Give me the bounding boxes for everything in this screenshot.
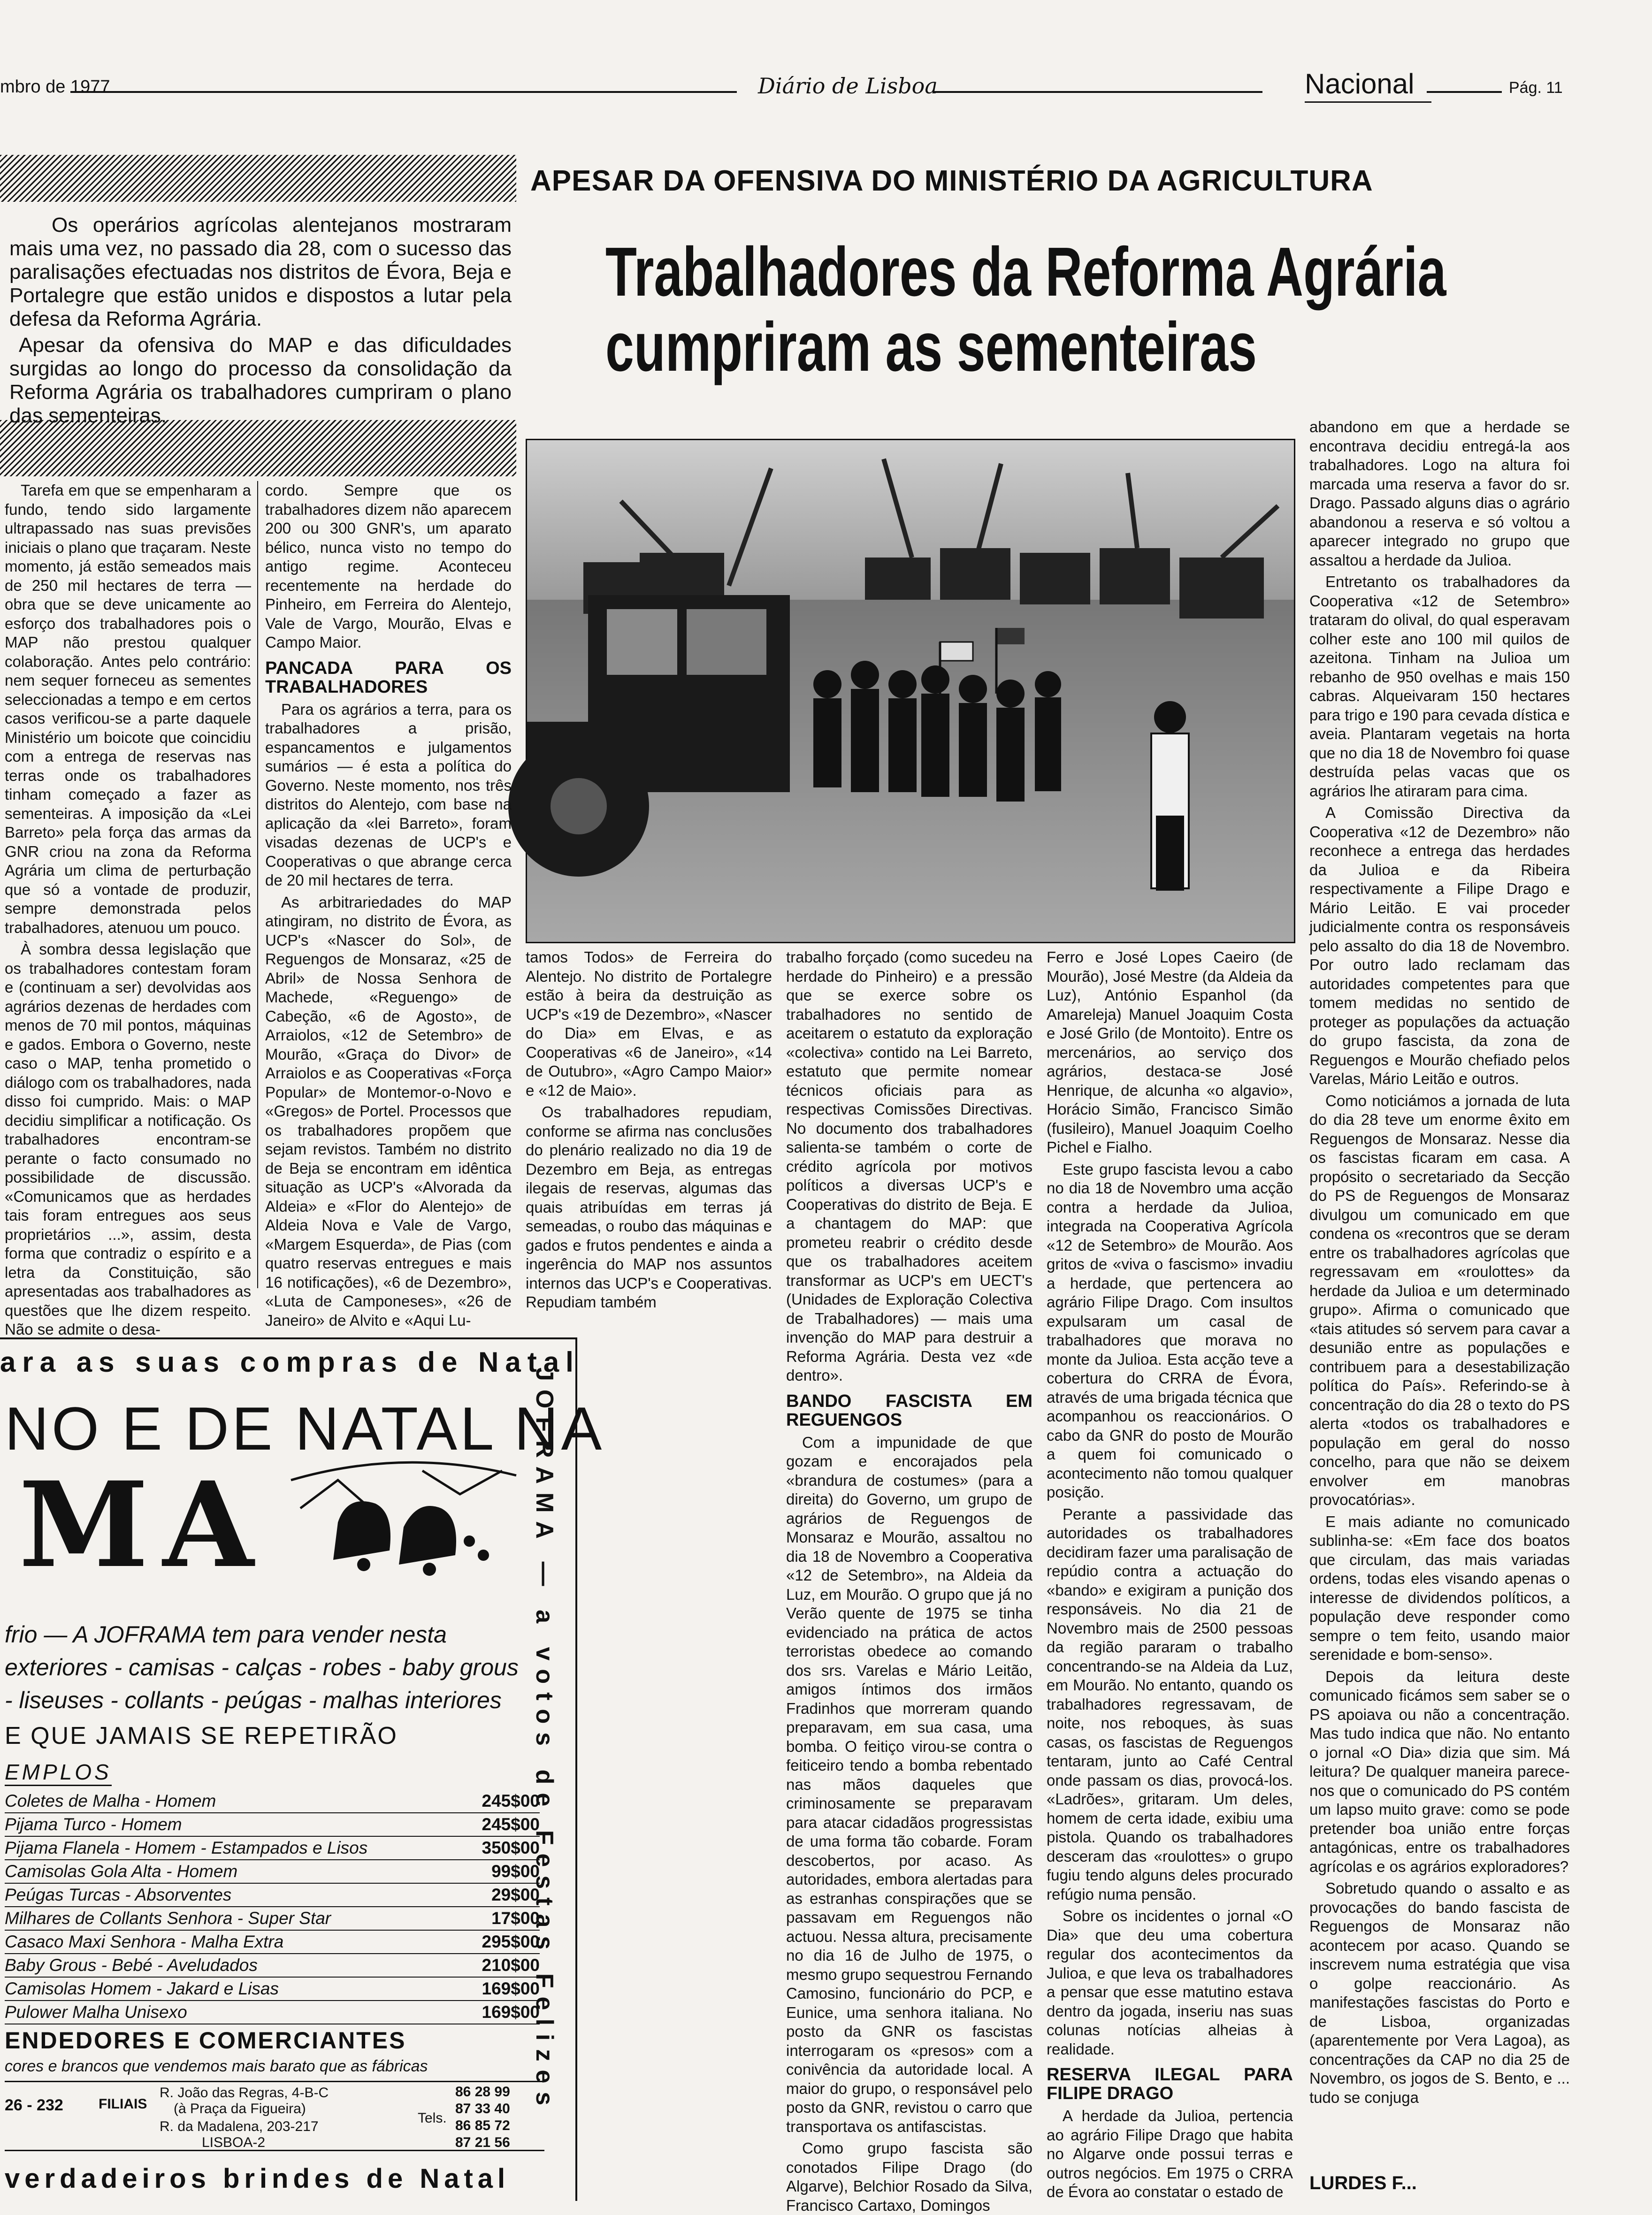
newspaper-name: Diário de Lisboa [758,73,938,99]
column-1-paragraph-1: Tarefa em que se empenharam a fundo, tendo sido largamente ultrapassado nas suas previsões iniciais o plano que traçaram. Neste momento, já estão semeados mais de 250 mil hectares de terra — obra que se deve unicamente ao esforço dos trabalhadores pois o MAP não prestou qualquer colaboração. Antes pelo contrário: nem sequer forneceu as sementes seleccionadas a tempo e em certos casos verificou-se a parte daquele Ministério um boicote que coincidiu com a entrega de reservas nas terras onde os trabalhadores tinham começado a fazer as sementeiras. A imposição da «Lei Barreto» pela força das armas da GNR criou na zona da Reforma Agrária um clima de perturbação que só a vontade de produzir, sempre demonstrada pelos trabalhadores, atenuou um pouco. [5,481,251,936]
column-5-paragraph-1: Ferro e José Lopes Caeiro (de Mourão), José Mestre (da Aldeia da Luz), António Espanhol (da Amareleja) Manuel Joaquim Costa e José Grilo (de Montoito). Entre os mercenários, ao serviço dos agrários, destaca-se José Henrique, de alcunha «o algavio», Horácio Simão, Francisco Simão (fusileiro), Manuel Joaquim Coelho Pichel e Fialho. [1047,948,1293,1156]
column-5-paragraph-3: Perante a passividade das autoridades os trabalhadores decidiram fazer uma paralisação de repúdio contra a actuação do «bando» e exigiram a punição dos responsáveis. No dia 21 de Novembro mais de 2500 pessoas da região pararam o trabalho concentrando-se na Aldeia da Luz, em Mourão. No entanto, quando os trabalhadores regressavam, de noite, nos reboques, às suas casas, os fascistas de Reguengos tentaram, junto ao Café Central onde passam os dias, provocá-los. «Ladrões», gritaram. Um deles, homem de certa idade, exibiu uma pistola. Quando os trabalhadores desceram das «roulottes» o grupo fugiu tendo alguns deles procurado refúgio numa pensão. [1047,1505,1293,1903]
column-6-paragraph-4: Como noticiámos a jornada de luta do dia 28 teve um enorme êxito em Reguengos de Monsaraz. Nesse dia os fascistas ficaram em casa. A propósito o secretariado da Secção do PS de Reguengos de Monsaraz divulgou um comunicado em que condena os «recontros que se deram entre os trabalhadores agrícolas que regressavam em «roulottes» da herdade da Julioa e um determinado grupo». Afirma o comunicado que «tais atitudes só servem para cavar a desunião entre as populações e contribuem para a desestabilização política do País». Referindo-se à concentração do dia 28 o texto do PS alerta «todos os trabalhadores e população em geral do nosso concelho, para que não se deixem envolver em manobras provocatórias». [1309,1092,1570,1508]
column-2-paragraph-2: Para os agrários a terra, para os trabalhadores a prisão, espancamentos e julgamentos sumários — é esta a política do Governo. Neste momento, nos três distritos do Alentejo, com base na aplicação da «lei Barreto», foram visadas dezenas de UCP's e Cooperativas o que abrange cerca de 20 mil hectares de terra. [265,700,512,889]
ad-tels-label: Tels. [418,2110,447,2126]
column-6-paragraph-2: Entretanto os trabalhadores da Cooperativa «12 de Setembro» trataram do olival, do qual esperavam colher este ano 100 mil quilos de azeitona. Tinham na Julioa um rebanho de 950 ovelhas e mais 150 cabras. Alqueivaram 150 hectares para trigo e 190 para cevada dística e aveia. Plantaram vegetais na horta que no dia 18 de Novembro foi quase destruída pelas vacas que os agrários lhe atiraram para cima. [1309,573,1570,800]
price-item-name: Peúgas Turcas - Absorventes [5,1885,232,1904]
column-6-paragraph-7: Sobretudo quando o assalto e as provocações do bando fascista de Reguengos de Monsaraz não acontecem por acaso. Quando se inscrevem numa estratégia que visa o golpe reaccionário. As manifestações fascistas do Porto e de Lisboa, organizadas (aparentemente por Vera Lagoa), as concentrações da CAP no dia 25 de Novembro, os jogos de S. Bento, e ... tudo se conjuga [1309,1879,1570,2106]
headline-line-1: Trabalhadores da Reforma Agrária [605,233,1446,311]
ad-tel-3: 86 85 72 [455,2118,510,2133]
lead-paragraph-1: Os operários agrícolas alentejanos mostraram mais uma vez, no passado dia 28, com o sucesso das paralisações efectuadas nos distritos de Évora, Beja e Portalegre que estão unidos e dispostos a lutar pela defesa da Reforma Agrária. [9,214,512,330]
price-row [5,1860,540,1884]
header-rule-far [1427,91,1502,93]
price-item-value: 169$00 [482,1979,540,1998]
price-item-value: 99$00 [491,1862,540,1881]
column-6-paragraph-3: A Comissão Directiva da Cooperativa «12 de Dezembro» não reconhece a entrega das herdades da Julioa e da Ribeira respectivamente a Filipe Drago e Mário Leitão. E vai proceder judicialmente contra os responsáveis pelo assalto do dia 18 de Novembro. Por outro lado reclamam das autoridades competentes para que tomem medidas no sentido de proteger as populações da actuação do grupo fascista, da zona de Reguengos e Mourão chefiado pelos Varelas, Mário Leitão e outros. [1309,804,1570,1087]
price-item-name: Casaco Maxi Senhora - Malha Extra [5,1932,284,1951]
price-row [5,1837,540,1860]
ad-text-4: E QUE JAMAIS SE REPETIRÃO [5,1722,398,1749]
price-item-value: 245$00 [482,1791,540,1810]
price-item-name: Baby Grous - Bebé - Aveludados [5,1955,258,1975]
christmas-bells-icon [282,1452,526,1602]
column-5-paragraph-4: Sobre os incidentes o jornal «O Dia» que deu uma cobertura regular dos acontecimentos da Julioa, e que leva os trabalhadores a pensar que esse matutino estava dentro da jogada, inseriu nas suas colunas notícias alheias à realidade. [1047,1907,1293,2058]
price-row [5,1884,540,1907]
column-1 [5,481,251,1338]
ad-text-2: exteriores - camisas - calças - robes - baby grous [5,1654,519,1680]
price-row [5,1954,540,1978]
column-6-paragraph-5: E mais adiante no comunicado sublinha-se: «Em face dos boatos que circulam, das mais variadas ordens, todas eles visando apenas o interesse de dividendos políticos, a população deve responder como sempre o tem feito, usando maior serenidade e bom-senso». [1309,1512,1570,1663]
byline: LURDES F... [1309,2173,1417,2193]
ad-bottom-line: verdadeiros brindes de Natal [5,2163,510,2194]
column-1-paragraph-2: À sombra dessa legislação que os trabalhadores contestam foram e (continuam a ser) devolvidas aos agrários dezenas de herdades com menos de 70 mil pontos, máquinas e gados. Embora o Governo, neste caso o MAP, tenha prometido o diálogo com os trabalhadores, nada disso foi cumprido. Mais: o MAP decidiu simplificar a notificação. Os trabalhadores encontram-se perante o facto consumado no possibilidade de discussão. «Comunicamos que as herdades tais foram entregues aos seus proprietários ...», assim, desta forma que contradiz o espírito e a letra da Constituição, são apresentadas aos trabalhadores as questões que lhe dizem respeito. Não se admite o desa- [5,940,251,1338]
price-list [5,1790,540,2024]
price-item-name: Pijama Flanela - Homem - Estampados e Lisos [5,1838,368,1857]
subheading-bando: BANDO FASCISTA EM REGUENGOS [786,1391,1032,1430]
ad-vendors-sub: cores e brancos que vendemos mais barato que as fábricas [5,2057,428,2075]
ad-banner: NO E DE NATAL NA [5,1394,605,1463]
column-5-paragraph-5: A herdade da Julioa, pertencia ao agrário Filipe Drago que habita no Algarve onde possui terras e outros negócios. Em 1975 o CRRA de Évora ao constatar o estado de [1047,2107,1293,2200]
issue-date: mbro de 1977 [0,77,110,97]
column-3-paragraph-2: Os trabalhadores repudiam, conforme se afirma nas conclusões do plenário realizado no dia 19 de Dezembro em Beja, as entregas ilegais de reservas, algumas das quais atribuídas em terras já semeadas, o roubo das máquinas e gados e frutos pendentes e ainda a ingerência do MAP nos assuntos internos das UCP's e Cooperativas. Repudiam também [526,1103,772,1311]
ad-side-slogan: JOFRAMA — a votos de Festas Felizes [531,1367,558,2114]
ad-top-line: ara as suas compras de Natal [0,1346,580,1378]
column-6-paragraph-6: Depois da leitura deste comunicado ficámos sem saber se o PS apoiava ou não a concentração. Mas tudo indica que não. No entanto o jornal «O Dia» dizia que sim. Má leitura? De qualquer maneira parece-nos que o comunicado do PS contém um lapso muito grave: como se pode pretender boa união entre forças antagónicas, entre os trabalhadores agrícolas e os agrários exploradores? [1309,1667,1570,1875]
hatch-band-top [0,155,516,202]
headline-line-2: cumpriram as sementeiras [605,308,1257,386]
subheading-reserva: RESERVA ILEGAL PARA FILIPE DRAGO [1047,2065,1293,2103]
price-row [5,1907,540,1931]
price-item-value: 295$00 [482,1932,540,1951]
ad-address-2: R. da Madalena, 203-217 [160,2119,319,2134]
price-row [5,1790,540,1813]
column-4-paragraph-1: trabalho forçado (como sucedeu na herdade do Pinheiro) e a pressão que se exerce sobre os trabalhadores no sentido de aceitarem o estatuto da exploração «colectiva» contido na Lei Barreto, estatuto que permite nomear técnicos oficiais para as respectivas Comissões Directivas. No documento dos trabalhadores salienta-se também o corte de crédito agrícola por motivos políticos a diversas UCP's e Cooperativas do distrito de Beja. E a chantagem do MAP: que prometeu reabrir o crédito desde que os trabalhadores aceitem transformar as UCP's em UECT's (Unidades de Exploração Colectiva de Trabalhadores) — mais uma invenção do MAP para destruir a Reforma Agrária. Desta vez «de dentro». [786,948,1032,1384]
price-item-name: Camisolas Gola Alta - Homem [5,1862,238,1881]
ad-tel-1: 86 28 99 [455,2084,510,2100]
column-4-paragraph-3: Como grupo fascista são conotados Filipe Drago (do Algarve), Belchior Rosado da Silva, Francisco Cartaxo, Domingos [786,2139,1032,2214]
price-row [5,1931,540,1954]
article-photo [526,439,1295,943]
column-6 [1309,418,1570,2168]
page-number: Pág. 11 [1509,79,1563,97]
lead-paragraph-2: Apesar da ofensiva do MAP e das dificuldades surgidas ao longo do processo da consolidação da Reforma Agrária os trabalhadores cumpriram o plano das sementeiras. [9,334,512,427]
column-2-paragraph-1: cordo. Sempre que os trabalhadores dizem não aparecem 200 ou 300 GNR's, um aparato bélico, nunca visto no tempo do antigo regime. Aconteceu recentemente na herdade do Pinheiro, em Ferreira do Alentejo, Vale de Vargo, Mourão, Elvas e Campo Maior. [265,481,512,651]
header-rule-left [70,91,737,93]
price-item-value: 245$00 [482,1815,540,1834]
page-header [0,70,1652,108]
column-5 [1047,948,1293,2206]
price-item-value: 29$00 [491,1885,540,1904]
header-rule-right [934,91,1262,93]
column-4-paragraph-2: Com a impunidade de que gozam e encorajados pela «brandura de costumes» (para a direita) do Governo, um grupo de agrários de Reguengos de Monsaraz e Mourão, assaltou no dia 18 de Novembro a Cooperativa «12 de Setembro», na Aldeia da Luz, em Mourão. O grupo que já no Verão quente de 1975 se tinha evidenciado na prática de actos terroristas obedece ao comando dos srs. Varelas e Mário Leitão, amigos íntimos dos irmãos Fradinhos que morreram quando preparavam, em sua casa, uma bomba. O feitiço virou-se contra o feiticeiro tendo a bomba rebentado nas mãos daqueles que criminosamente se preparavam para atacar cidadãos progressistas de uma forma tão cobarde. Foram descobertos, por acaso. As autoridades, embora alertadas para as estranhas conspirações que se passavam em Reguengos não actuou. Nessa altura, precisamente no dia 16 de Julho de 1975, o mesmo grupo sequestrou Fernando Camosino, funcionário do PCP, e Eunice, uma senhora italiana. No posto da GNR os fascistas interrogaram os «presos» com a conivência da autoridade local. A maior do grupo, o responsável pelo posto da GNR, revistou o carro que transportava os antifascistas. [786,1433,1032,2135]
price-item-value: 350$00 [482,1838,540,1857]
price-row [5,2001,540,2024]
column-6-paragraph-1: abandono em que a herdade se encontrava decidiu entregá-la aos trabalhadores. Logo na altura foi marcada uma reserva a favor do sr. Drago. Passado alguns dias o agrário abandonou a reserva e só voltou a aparecer integrado no grupo que assaltou a herdade da Julioa. [1309,418,1570,569]
ad-tel-2: 87 33 40 [455,2101,510,2116]
ad-vendors: ENDEDORES E COMERCIANTES [5,2027,406,2054]
column-3 [526,948,772,1311]
ad-filiais-label: FILIAIS [99,2096,147,2112]
ad-text-1: frio — A JOFRAMA tem para vender nesta [5,1621,447,1648]
price-row [5,1813,540,1837]
column-2 [265,481,512,1329]
price-item-value: 17$00 [491,1909,540,1928]
article-kicker: APESAR DA OFENSIVA DO MINISTÉRIO DA AGRICULTURA [530,165,1373,197]
section-name: Nacional [1305,68,1415,99]
ad-address-number: 26 - 232 [5,2096,63,2114]
column-3-paragraph-1: tamos Todos» de Ferreira do Alentejo. No distrito de Portalegre estão à beira da destruição as UCP's «19 de Dezembro», «Nascer do Dia» em Elvas, e as Cooperativas «6 de Janeiro», «14 de Outubro», «Agro Campo Maior» e «12 de Maio». [526,948,772,1099]
joframa-advertisement [0,1337,605,2201]
price-item-name: Milhares de Collants Senhora - Super Star [5,1909,331,1928]
ad-address-block [5,2081,544,2151]
ad-address-2b: LISBOA-2 [202,2135,266,2150]
tractors-photo-illustration [527,440,1294,942]
price-item-name: Camisolas Homem - Jakard e Lisas [5,1979,279,1998]
price-item-value: 210$00 [482,1955,540,1975]
subheading-pancada: PANCADA PARA OS TRABALHADORES [265,658,512,697]
ad-address-1: R. João das Regras, 4-B-C [160,2085,329,2100]
price-item-name: Coletes de Malha - Homem [5,1791,216,1810]
ad-text-3: - liseuses - collants - peúgas - malhas interiores [5,1687,502,1713]
article-lead [9,214,512,430]
price-item-value: 169$00 [482,2002,540,2022]
price-item-name: Pulower Malha Unisexo [5,2002,187,2022]
section-underline [1305,101,1431,103]
column-divider-1 [257,481,258,1288]
ad-big-letters: MA [19,1456,268,1594]
column-2-paragraph-3: As arbitrariedades do MAP atingiram, no distrito de Évora, as UCP's «Nascer do Sol», de Reguengos de Monsaraz, «25 de Abril» de Nossa Senhora de Machede, «Reguengo» de Cabeção, «6 de Agosto», de Arraiolos, «12 de Setembro» de Mourão, «Graça do Divor» de Arraiolos e as Cooperativas «Força Popular» de Montemor-o-Novo e «Gregos» de Portel. Processos que os trabalhadores propõem que sejam revistos. Também no distrito de Beja se encontram em idêntica situação as UCP's «Alvorada da Aldeia» e «Flor do Alentejo» de Aldeia Nova e Vale de Vargo, «Margem Esquerda», de Pias (com quatro reservas entregues e mais 16 notificações), «6 de Dezembro», «Luta de Camponeses», «26 de Janeiro» de Alvito e «Aqui Lu- [265,893,512,1329]
ad-tel-4: 87 21 56 [455,2135,510,2150]
price-row [5,1978,540,2001]
column-5-paragraph-2: Este grupo fascista levou a cabo no dia 18 de Novembro uma acção contra a herdade da Julioa, integrada na Cooperativa Agrícola «12 de Setembro» de Mourão. Aos gritos de «viva o fascismo» invadiu a herdade, que pertencera ao agrário Filipe Drago. Com insultos expulsaram um casal de trabalhadores que morava no monte da Julioa. Esta acção teve a cobertura do CRRA de Évora, através de uma brigada técnica que acompanhou os reaccionários. O cabo da GNR do posto de Mourão a quem foi comunicado o acontecimento não tomou qualquer posição. [1047,1160,1293,1501]
price-item-name: Pijama Turco - Homem [5,1815,182,1834]
column-4 [786,948,1032,2214]
ad-address-1b: (à Praça da Figueira) [174,2101,306,2116]
ad-examples-title: EMPLOS [5,1759,112,1786]
